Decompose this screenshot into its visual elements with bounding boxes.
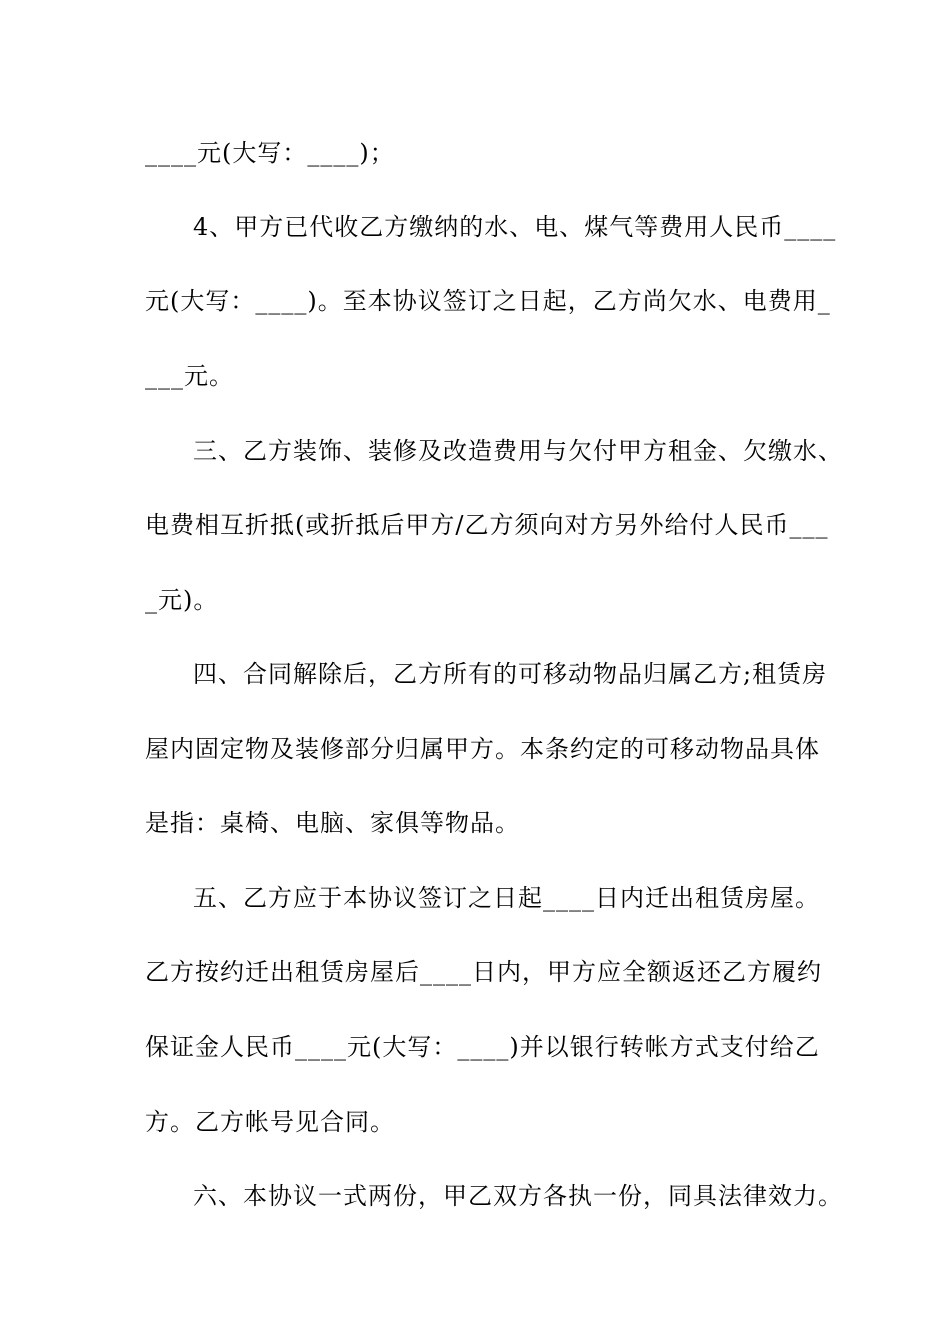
text-line: ___元。 [145, 362, 234, 390]
text-line: 电费相互折抵(或折抵后甲方/乙方须向对方另外给付人民币___ [145, 511, 829, 539]
text-line: 元(大写：____)。至本协议签订之日起，乙方尚欠水、电费用_ [145, 287, 831, 315]
text-line: 方。乙方帐号见合同。 [145, 1108, 395, 1136]
paragraph-4b-line-1: 四、合同解除后，乙方所有的可移动物品归属乙方;租赁房 [193, 660, 828, 688]
text-line: 屋内固定物及装修部分归属甲方。本条约定的可移动物品具体 [145, 735, 820, 763]
text-line: ____元(大写：____)； [145, 139, 395, 167]
paragraph-6-line-1: 六、本协议一式两份，甲乙双方各执一份，同具法律效力。 [193, 1182, 843, 1210]
paragraph-3-line-1: 三、乙方装饰、装修及改造费用与欠付甲方租金、欠缴水、 [193, 437, 843, 465]
paragraph-4-line-1: 4、甲方已代收乙方缴纳的水、电、煤气等费用人民币____ [193, 213, 837, 241]
paragraph-5-line-1: 五、乙方应于本协议签订之日起____日内迁出租赁房屋。 [193, 884, 820, 912]
text-line: 保证金人民币____元(大写：____)并以银行转帐方式支付给乙 [145, 1033, 820, 1061]
text-line: 是指：桌椅、电脑、家俱等物品。 [145, 809, 520, 837]
text-line: 乙方按约迁出租赁房屋后____日内，甲方应全额返还乙方履约 [145, 958, 822, 986]
text-line: _元)。 [145, 586, 219, 614]
